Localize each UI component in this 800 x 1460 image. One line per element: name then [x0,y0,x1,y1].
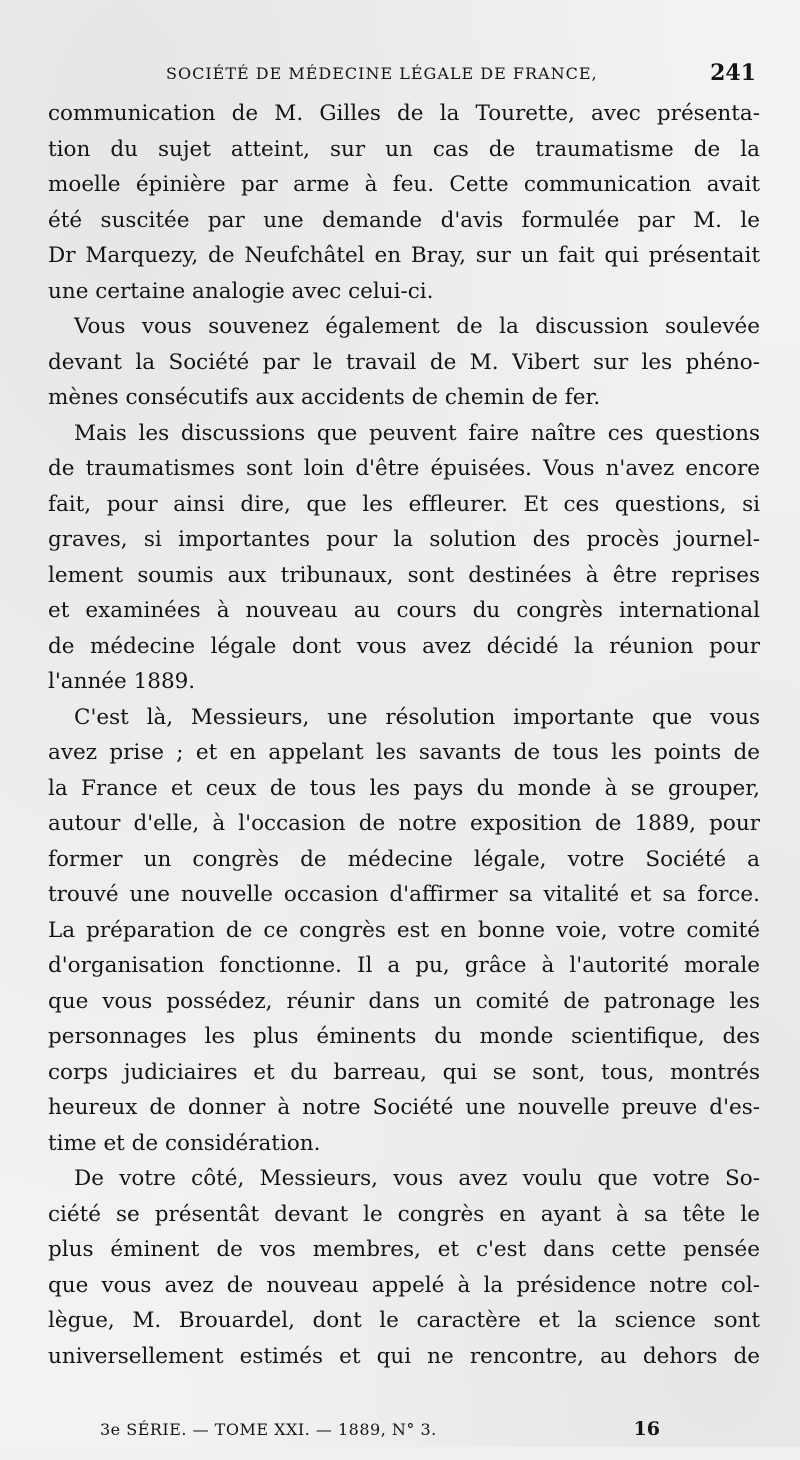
text-line: ciété se présentât devant le congrès en ayant à sa tête le [48,1201,760,1227]
text-line: communication de M. Gilles de la Tourette, avec présenta- [48,101,760,126]
text-line: C'est là, Messieurs, une résolution importante que vous [74,704,760,730]
text-line: corps judiciaires et du barreau, qui se sont, tous, montrés [48,1059,760,1085]
text-line: time et de considération. [48,1130,321,1156]
text-line: été suscitée par une demande d'avis formulée par M. le [48,207,760,233]
text-line: graves, si importantes pour la solution des procès journel- [48,527,760,552]
text-line: former un congrès de médecine légale, votre Société a [48,846,760,872]
page-number: 241 [710,60,756,86]
text-line: Mais les discussions que peuvent faire naître ces questions [74,420,760,446]
text-line: De votre côté, Messieurs, vous avez voulu que votre So- [74,1166,760,1191]
text-line: devant la Société par le travail de M. Vibert sur les phéno- [48,349,760,375]
text-line: avez prise ; et en appelant les savants de tous les points de [48,740,760,765]
text-line: moelle épinière par arme à feu. Cette communication avait [48,172,760,197]
running-title: SOCIÉTÉ DE MÉDECINE LÉGALE DE FRANCE, [166,64,598,83]
text-line: La préparation de ce congrès est en bonne voie, votre comité [48,917,760,943]
page-header [46,58,762,98]
text-line: heureux de donner à notre Société une nouvelle preuve d'es- [48,1095,760,1120]
text-line: l'année 1889. [48,669,196,694]
body-text [48,96,760,1374]
text-line: une certaine analogie avec celui-ci. [48,278,434,304]
text-line: personnages les plus éminents du monde scientifique, des [48,1024,760,1049]
text-line: plus éminent de vos membres, et c'est dans cette pensée [48,1237,760,1262]
text-line: que vous possédez, réunir dans un comité de patronage les [48,988,760,1014]
text-line: mènes consécutifs aux accidents de chemin de fer. [48,385,601,410]
text-line: Vous vous souvenez également de la discussion soulevée [74,314,760,339]
text-line: universellement estimés et qui ne rencontre, au dehors de [48,1343,760,1369]
text-line: la France et ceux de tous les pays du monde à se grouper, [48,775,760,801]
text-line: tion du sujet atteint, sur un cas de traumatisme de la [48,136,760,162]
text-line: que vous avez de nouveau appelé à la présidence notre col- [48,1272,760,1298]
text-line: lègue, M. Brouardel, dont le caractère et la science sont [48,1308,760,1333]
page-footer [100,1418,660,1460]
text-line: autour d'elle, à l'occasion de notre exposition de 1889, pour [48,811,760,836]
printer-signature: 3e SÉRIE. — TOME XXI. — 1889, N° 3. [100,1420,437,1439]
text-line: de médecine légale dont vous avez décidé la réunion pour [48,633,760,659]
text-line: d'organisation fonctionne. Il a pu, grâce à l'autorité morale [48,953,760,978]
text-line: trouvé une nouvelle occasion d'affirmer sa vitalité et sa force. [48,882,760,907]
text-line: lement soumis aux tribunaux, sont destinées à être reprises [48,562,760,588]
text-line: fait, pour ainsi dire, que les effleurer. Et ces questions, si [48,491,760,517]
text-line: de traumatismes sont loin d'être épuisées. Vous n'avez encore [48,456,760,481]
sheet-number: 16 [633,1418,660,1440]
text-line: Dr Marquezy, de Neufchâtel en Bray, sur un fait qui présentait [48,243,760,268]
text-line: et examinées à nouveau au cours du congrès international [48,598,760,623]
